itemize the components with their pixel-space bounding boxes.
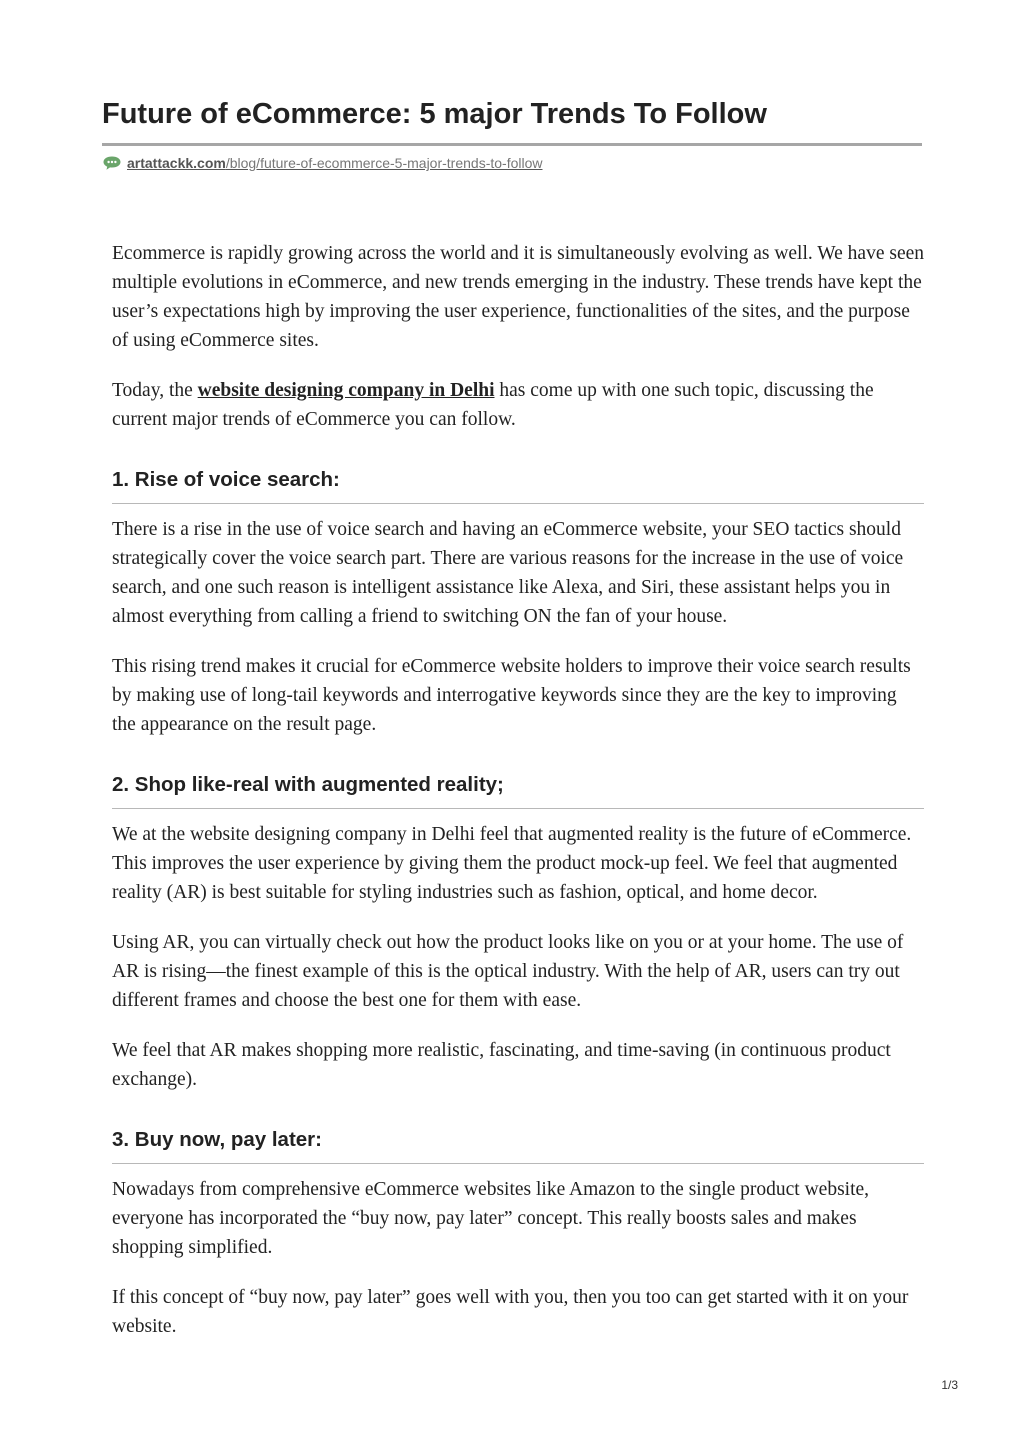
section-heading-augmented-reality: 2. Shop like-real with augmented reality; <box>112 770 924 809</box>
section-heading-buy-now-pay-later: 3. Buy now, pay later: <box>112 1125 924 1164</box>
section-2-paragraph-1: We at the website designing company in Delhi feel that augmented reality is the future of eCommerce. This improves the user experience by giving them the product mock-up feel. We feel that augmented reality (AR) is best suitable for styling industries such as fashion, optical, and home decor. <box>112 824 912 903</box>
section-1-paragraph-2: This rising trend makes it crucial for eCommerce website holders to improve their voice search results by making use of long-tail keywords and interrogative keywords since they are the key to improving the appearance on the result page. <box>112 656 911 735</box>
source-path: /blog/future-of-ecommerce-5-major-trends-to-follow <box>225 155 543 171</box>
source-domain: artattackk.com <box>127 155 226 171</box>
section-1-paragraph-1: There is a rise in the use of voice search and having an eCommerce website, your SEO tactics should strategically cover the voice search part. There are various reasons for the increase in the use of voice search, and one such reason is intelligent assistance like Alexa, and Siri, these assistant helps you in almost everything from calling a friend to switching ON the fan of your house. <box>112 519 904 627</box>
page-title: Future of eCommerce: 5 major Trends To Follow <box>102 98 767 130</box>
section-2-paragraph-3: We feel that AR makes shopping more realistic, fascinating, and time-saving (in continuous product exchange). <box>112 1040 891 1090</box>
article-body <box>112 239 924 1341</box>
intro-paragraph-2 <box>112 376 924 434</box>
speech-bubble-icon <box>102 155 122 171</box>
section-heading-voice-search: 1. Rise of voice search: <box>112 465 924 504</box>
intro-text-before-link: Today, the <box>112 380 198 401</box>
section-2-paragraph-2: Using AR, you can virtually check out how the product looks like on you or at your home. The use of AR is rising—the finest example of this is the optical industry. With the help of AR, users can try out different frames and choose the best one for them with ease. <box>112 932 904 1011</box>
page-number: 1/3 <box>941 1378 958 1392</box>
website-designing-link[interactable]: website designing company in Delhi <box>197 380 495 401</box>
intro-paragraph-1: Ecommerce is rapidly growing across the world and it is simultaneously evolving as well. We have seen multiple evolutions in eCommerce, and new trends emerging in the industry. These trends have kept the user’s expectations high by improving the user experience, functionalities of the sites, and the purpose of using eCommerce sites. <box>112 243 925 351</box>
title-divider <box>102 143 922 146</box>
source-url-line <box>102 152 543 174</box>
intro-text-after-link: has come up with one such topic, discussing the current major trends of eCommerce you can follow. <box>112 380 874 430</box>
source-link[interactable] <box>127 155 543 171</box>
section-3-paragraph-1: Nowadays from comprehensive eCommerce websites like Amazon to the single product website, everyone has incorporated the “buy now, pay later” concept. This really boosts sales and makes shopping simplified. <box>112 1179 870 1258</box>
section-3-paragraph-2: If this concept of “buy now, pay later” goes well with you, then you too can get started with it on your website. <box>112 1287 909 1337</box>
